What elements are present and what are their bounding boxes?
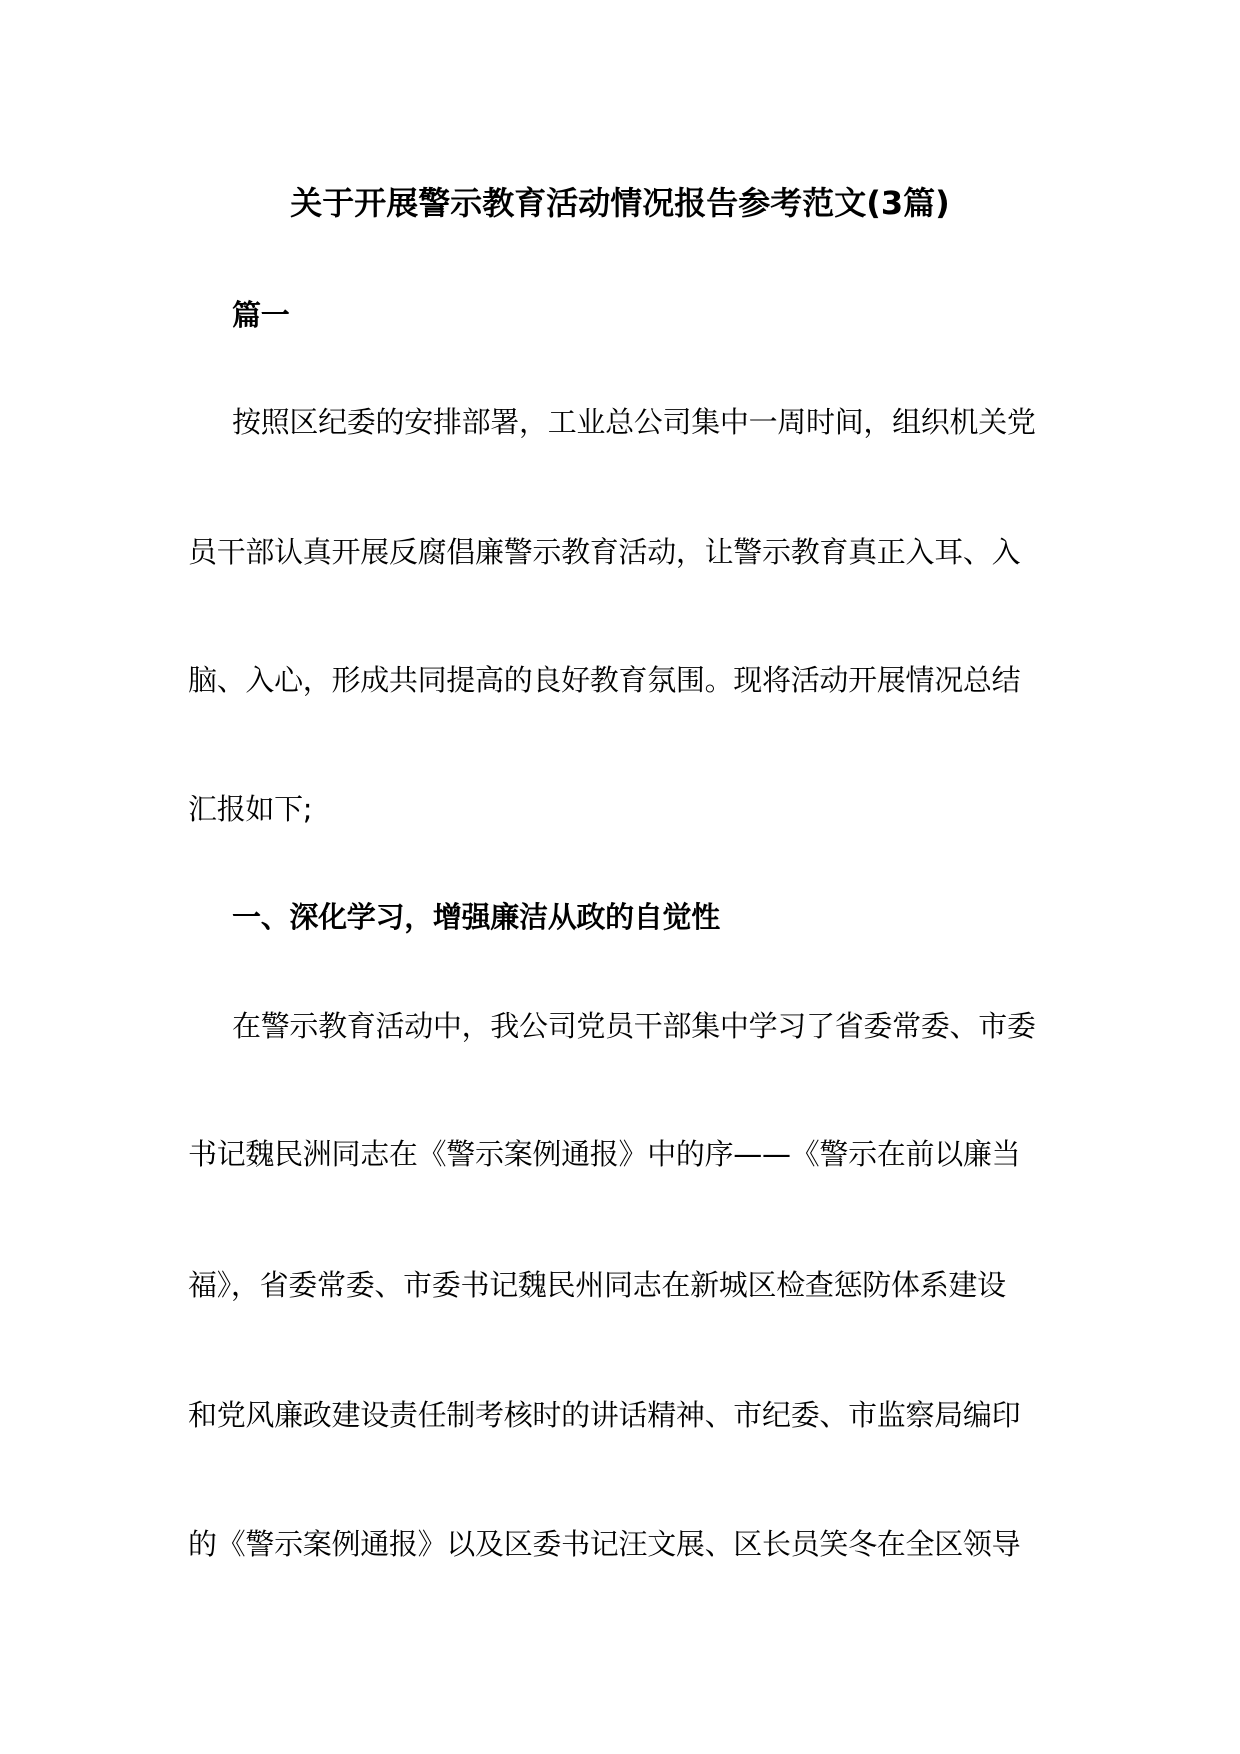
paragraph-line: 的《警示案例通报》以及区委书记汪文展、区长员笑冬在全区领导: [188, 1527, 1021, 1561]
paragraph-line: 书记魏民洲同志在《警示案例通报》中的序——《警示在前以廉当: [188, 1137, 1021, 1171]
subheading: 一、深化学习，增强廉洁从政的自觉性: [232, 900, 720, 934]
paragraph-line: 在警示教育活动中，我公司党员干部集中学习了省委常委、市委: [232, 1009, 1036, 1043]
paragraph-line: 和党风廉政建设责任制考核时的讲话精神、市纪委、市监察局编印: [188, 1398, 1021, 1432]
paragraph-line: 按照区纪委的安排部署，工业总公司集中一周时间，组织机关党: [232, 405, 1036, 439]
paragraph-line: 脑、入心，形成共同提高的良好教育氛围。现将活动开展情况总结: [188, 663, 1021, 697]
section-heading: 篇一: [232, 298, 290, 332]
document-title: 关于开展警示教育活动情况报告参考范文(3篇): [290, 184, 950, 222]
paragraph-line: 员干部认真开展反腐倡廉警示教育活动，让警示教育真正入耳、入: [188, 535, 1021, 569]
paragraph-line: 福》，省委常委、市委书记魏民州同志在新城区检查惩防体系建设: [188, 1268, 1006, 1302]
paragraph-line: 汇报如下;: [188, 792, 313, 826]
